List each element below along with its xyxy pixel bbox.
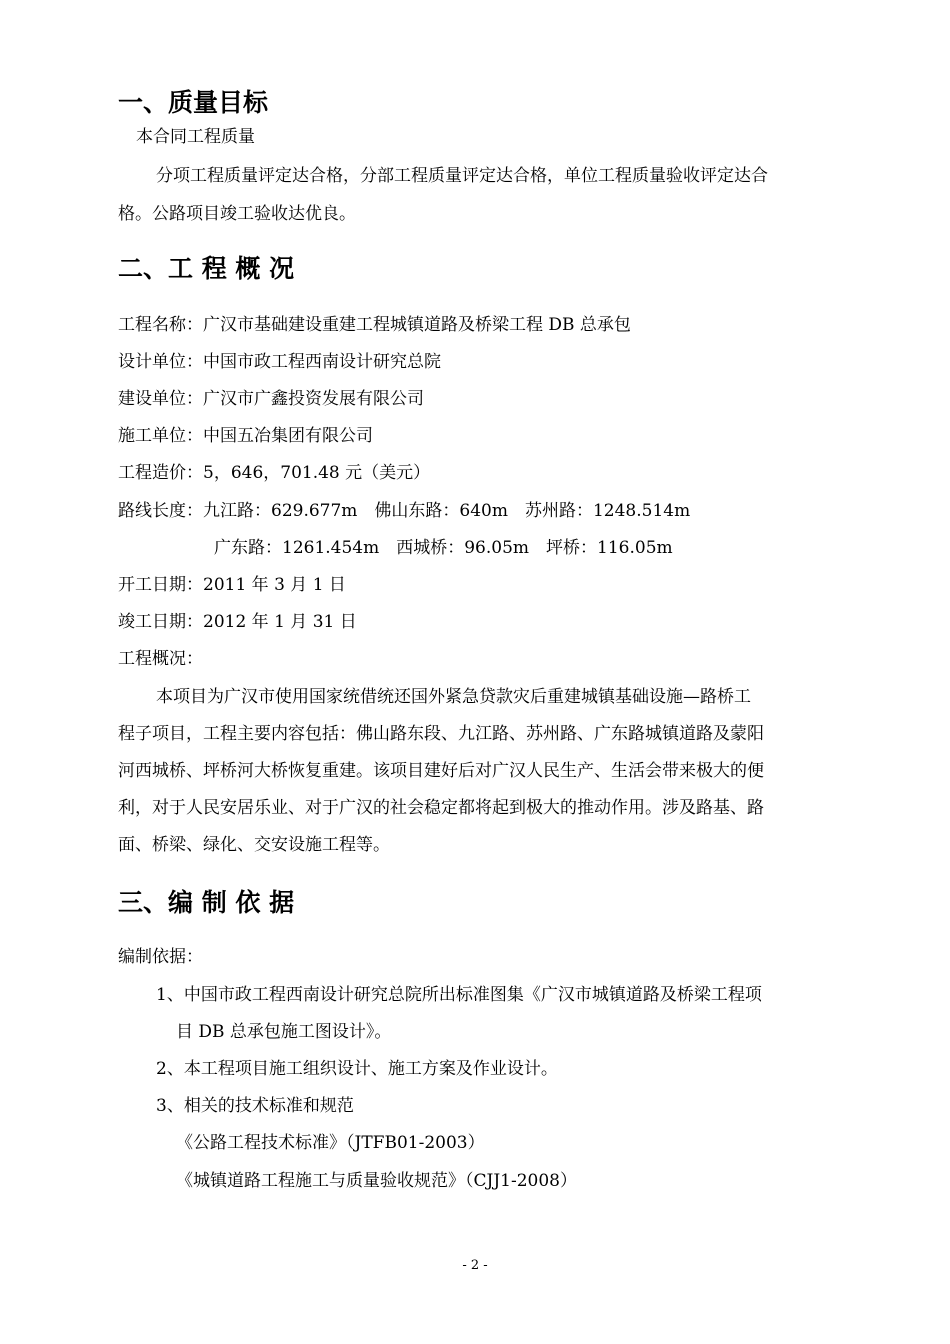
text-line: 《城镇道路工程施工与质量验收规范》（CJJ1-2008） xyxy=(176,1171,577,1191)
text-line: 本项目为广汉市使用国家统借统还国外紧急贷款灾后重建城镇基础设施—路桥工 xyxy=(156,687,751,707)
text-line: 《公路工程技术标准》（JTFB01-2003） xyxy=(176,1133,485,1153)
text-line: 程子项目，工程主要内容包括：佛山路东段、九江路、苏州路、广东路城镇道路及蒙阳 xyxy=(118,724,764,744)
text-line: 河西城桥、坪桥河大桥恢复重建。该项目建好后对广汉人民生产、生活会带来极大的便 xyxy=(118,761,764,781)
page-number: - 2 - xyxy=(462,1258,488,1273)
text-line: 本合同工程质量 xyxy=(136,127,255,147)
section-heading-basis: 三、编 制 依 据 xyxy=(118,888,295,917)
text-line: 工程造价：5，646，701.48 元（美元） xyxy=(118,463,431,483)
text-line: 1、中国市政工程西南设计研究总院所出标准图集《广汉市城镇道路及桥梁工程项 xyxy=(156,985,762,1005)
text-line: 施工单位：中国五冶集团有限公司 xyxy=(118,426,373,446)
text-line: 工程概况： xyxy=(118,649,203,669)
section-heading-project-overview: 二、工 程 概 况 xyxy=(118,254,295,283)
text-line: 分项工程质量评定达合格，分部工程质量评定达合格，单位工程质量验收评定达合 xyxy=(156,166,768,186)
text-line: 利，对于人民安居乐业、对于广汉的社会稳定都将起到极大的推动作用。涉及路基、路 xyxy=(118,798,764,818)
text-line: 3、相关的技术标准和规范 xyxy=(156,1096,354,1116)
text-line: 竣工日期：2012 年 1 月 31 日 xyxy=(118,612,357,632)
text-line: 建设单位：广汉市广鑫投资发展有限公司 xyxy=(118,389,424,409)
text-line: 路线长度：九江路：629.677m 佛山东路：640m 苏州路：1248.514m xyxy=(118,501,691,521)
text-line: 目 DB 总承包施工图设计》。 xyxy=(176,1022,392,1042)
text-line: 开工日期：2011 年 3 月 1 日 xyxy=(118,575,346,595)
text-line: 广东路：1261.454m 西城桥：96.05m 坪桥：116.05m xyxy=(214,538,673,558)
text-line: 设计单位：中国市政工程西南设计研究总院 xyxy=(118,352,441,372)
text-line: 面、桥梁、绿化、交安设施工程等。 xyxy=(118,835,390,855)
text-line: 工程名称：广汉市基础建设重建工程城镇道路及桥梁工程 DB 总承包 xyxy=(118,315,631,335)
section-heading-quality-goals: 一、质量目标 xyxy=(118,88,269,117)
text-line: 2、本工程项目施工组织设计、施工方案及作业设计。 xyxy=(156,1059,558,1079)
text-line: 格。公路项目竣工验收达优良。 xyxy=(118,204,356,224)
text-line: 编制依据： xyxy=(118,947,203,967)
